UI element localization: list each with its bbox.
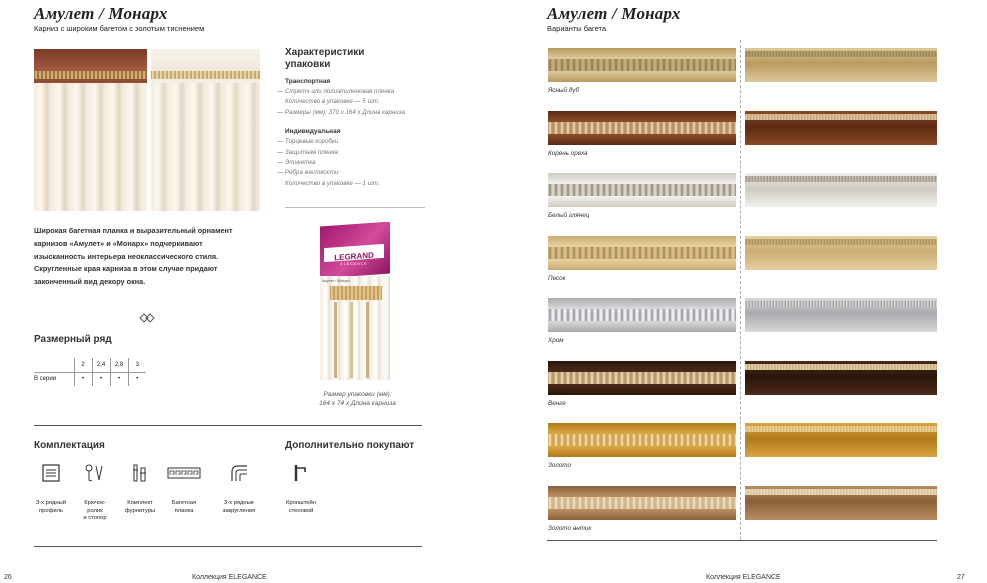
variant-swatch-front xyxy=(745,236,937,270)
variant-label: Золото антик xyxy=(548,525,592,532)
variant-ornament-band xyxy=(548,372,736,384)
kit-item-label: Багетная планка xyxy=(171,500,197,514)
variant-ornament-band xyxy=(745,239,937,245)
packaging-heading: Характеристики упаковки xyxy=(285,47,365,70)
profile-icon xyxy=(40,462,62,484)
size-mark: • xyxy=(92,372,110,386)
kit-item-label: Крючок- ролик и стопор xyxy=(83,500,107,521)
size-mark: • xyxy=(128,372,146,386)
spec-divider xyxy=(285,207,425,208)
kit-item-label: 3-х рядный профиль xyxy=(36,500,66,514)
package-caption-1: Размер упаковки (мм): xyxy=(323,391,392,398)
right-page-subtitle: Варианты багета xyxy=(547,24,607,33)
variant-label: Хром xyxy=(548,337,564,344)
size-row-label: В серии xyxy=(34,376,57,383)
variant-ornament-band xyxy=(548,309,736,321)
sizes-table xyxy=(34,358,146,386)
curve-icon xyxy=(228,462,250,484)
packaging-specs xyxy=(277,76,427,189)
size-column: 3 xyxy=(128,358,146,372)
spec-line: — Размеры (мм): 370 x 164 x Длина карниза xyxy=(277,108,406,116)
kit-heading: Комплектация xyxy=(34,440,105,451)
spec-group-title: Индивидуальная xyxy=(285,128,341,136)
spec-group-title: Транспортная xyxy=(285,78,331,85)
package-brand-sub: ELEGANCE xyxy=(340,262,368,266)
kit-item-label: 3-х рядные закругления xyxy=(222,500,256,514)
description-text: Широкая багетная планка и выразительный орнамент карнизов «Амулет» и «Монарх» подчеркивают изысканность интерьера неоклассического стиля. Скругленные края карниза в этом случае придают законченный вид декору окна. xyxy=(34,226,233,287)
variant-label: Золото xyxy=(548,462,571,469)
size-column: 2 xyxy=(74,358,92,372)
baguette-icon xyxy=(167,462,201,484)
variant-label: Песок xyxy=(548,275,566,282)
variant-swatch-profile xyxy=(548,423,736,457)
variant-label: Корень ореха xyxy=(548,150,588,157)
variant-swatch-profile xyxy=(548,48,736,82)
variant-swatch-front xyxy=(745,298,937,332)
package-brand: LEGRAND xyxy=(334,250,374,263)
size-mark: • xyxy=(110,372,128,386)
variant-swatch-profile xyxy=(548,298,736,332)
sizes-heading: Размерный ряд xyxy=(34,334,112,345)
variant-swatch-front xyxy=(745,111,937,145)
size-column: 2,8 xyxy=(110,358,128,372)
variant-ornament-band xyxy=(745,114,937,120)
bottom-rule-left xyxy=(34,546,422,547)
left-footer-collection: Коллекция ELEGANCE xyxy=(192,574,267,581)
right-footer-collection: Коллекция ELEGANCE xyxy=(706,574,781,581)
variant-swatch-profile xyxy=(548,486,736,520)
variant-ornament-band xyxy=(745,364,937,370)
variant-label: Ясный дуб xyxy=(548,87,580,94)
variant-ornament-band xyxy=(745,176,937,182)
spec-line: Количество в упаковке — 1 шт. xyxy=(285,179,380,187)
spec-line: Количество в упаковке — 5 шт. xyxy=(285,98,380,106)
variant-swatch-front xyxy=(745,48,937,82)
spec-line: — Ребра жесткости xyxy=(277,169,339,177)
variant-swatch-front xyxy=(745,423,937,457)
bracket-icon xyxy=(290,462,312,484)
variant-ornament-band xyxy=(548,247,736,259)
variant-ornament-band xyxy=(745,51,937,57)
bottom-rule-right xyxy=(547,540,937,541)
variant-ornament-band xyxy=(548,59,736,71)
ornament-divider-icon xyxy=(139,312,155,324)
variant-swatch-front xyxy=(745,361,937,395)
package-caption-2: 164 x 74 x Длина карниза xyxy=(319,400,396,407)
variant-ornament-band xyxy=(548,184,736,196)
variant-ornament-band xyxy=(548,497,736,509)
variant-swatch-profile xyxy=(548,361,736,395)
variant-label: Венге xyxy=(548,400,566,407)
left-page-title: Амулет / Монарх xyxy=(34,4,168,23)
size-mark: • xyxy=(74,372,92,386)
variant-separator xyxy=(740,40,741,540)
package-image xyxy=(316,222,392,382)
spec-line: — Этикетка xyxy=(277,159,316,167)
left-page-subtitle: Карниз с широким багетом с золотым тиснением xyxy=(34,24,205,33)
right-page-title: Амулет / Монарх xyxy=(547,4,681,23)
fittings-icon xyxy=(129,462,151,484)
variant-swatch-profile xyxy=(548,111,736,145)
spec-line: — Стретч или полиэтиленовая пленка xyxy=(277,88,395,95)
variant-swatch-profile xyxy=(548,173,736,207)
variant-ornament-band xyxy=(745,426,937,432)
variant-ornament-band xyxy=(745,301,937,307)
variant-ornament-band xyxy=(745,489,937,495)
left-page-number: 26 xyxy=(4,574,12,581)
variant-label: Белый глянец xyxy=(548,212,590,219)
spec-line: — Защитная пленка xyxy=(277,148,338,156)
variant-ornament-band xyxy=(548,122,736,134)
extra-heading: Дополнительно покупают xyxy=(285,440,415,451)
package-box-label: Амулет / Монарх xyxy=(322,279,351,283)
variant-swatch-front xyxy=(745,486,937,520)
variant-ornament-band xyxy=(548,434,736,446)
variant-swatch-profile xyxy=(548,236,736,270)
spec-line: — Торцевые коробки xyxy=(277,138,339,146)
size-column: 2,4 xyxy=(92,358,110,372)
curtain-photo-dark xyxy=(34,49,147,211)
extra-item-label: Кронштейн стеновой xyxy=(286,500,316,514)
curtain-photo-light xyxy=(151,49,260,211)
variant-swatch-front xyxy=(745,173,937,207)
hook-icon xyxy=(84,462,106,484)
section-divider xyxy=(34,425,422,426)
kit-item-label: Комплект фурнитуры xyxy=(124,500,156,514)
right-page-number: 27 xyxy=(957,574,965,581)
